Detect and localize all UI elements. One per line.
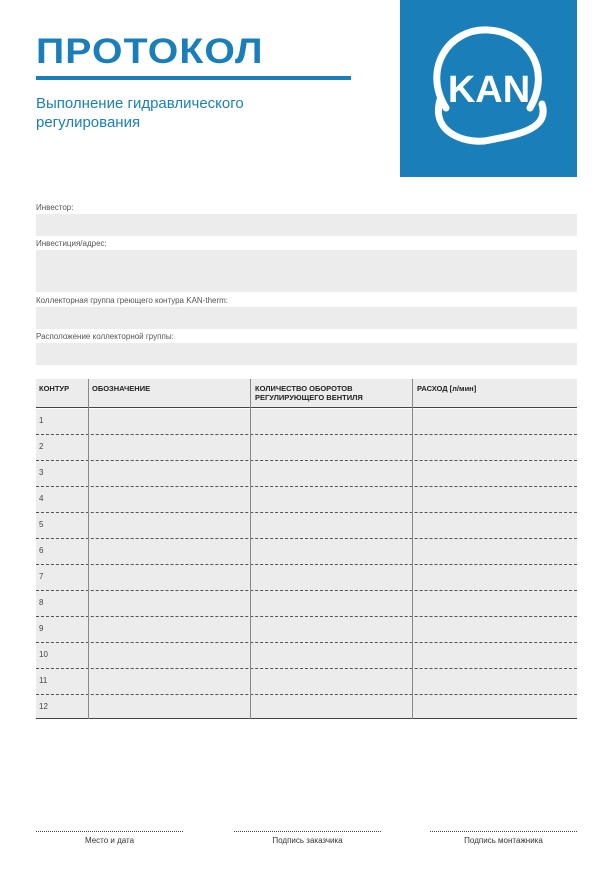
- column-header-designation: ОБОЗНАЧЕНИЕ: [92, 384, 151, 393]
- row-number: 10: [39, 650, 48, 659]
- row-number: 6: [39, 546, 44, 555]
- signature-line-installer[interactable]: [430, 831, 577, 832]
- row-number: 7: [39, 572, 44, 581]
- column-divider: [412, 379, 413, 719]
- table-row[interactable]: [36, 487, 577, 513]
- row-number: 9: [39, 624, 44, 633]
- field-label-collector-group: Коллекторная группа греющего контура KAN-therm:: [36, 296, 229, 305]
- table-row[interactable]: [36, 409, 577, 435]
- table-row[interactable]: [36, 513, 577, 539]
- row-number: 1: [39, 416, 44, 425]
- column-divider: [88, 379, 89, 719]
- table-row[interactable]: [36, 461, 577, 487]
- table-row[interactable]: [36, 565, 577, 591]
- field-label-location: Расположение коллекторной группы:: [36, 332, 174, 341]
- table-row[interactable]: [36, 591, 577, 617]
- signature-line-place-date[interactable]: [36, 831, 183, 832]
- table-row[interactable]: [36, 539, 577, 565]
- table-row[interactable]: [36, 643, 577, 669]
- table-row[interactable]: [36, 617, 577, 643]
- signature-line-customer[interactable]: [234, 831, 381, 832]
- page-title: ПРОТОКОЛ: [36, 32, 264, 71]
- table-row[interactable]: [36, 435, 577, 461]
- title-underline: [36, 76, 351, 80]
- table-header-row: [36, 379, 577, 408]
- column-header-circuit: КОНТУР: [39, 384, 70, 393]
- regulation-table: [36, 379, 577, 719]
- column-header-flow: РАСХОД [л/мин]: [417, 384, 477, 393]
- page-subtitle: Выполнение гидравлического регулирования: [36, 95, 244, 131]
- row-number: 12: [39, 702, 48, 711]
- signature-label-installer: Подпись монтажника: [464, 836, 543, 845]
- signature-label-place-date: Место и дата: [84, 836, 135, 845]
- row-number: 5: [39, 520, 44, 529]
- table-row[interactable]: [36, 695, 577, 719]
- field-label-address: Инвестиция/адрес:: [36, 239, 107, 248]
- row-number: 8: [39, 598, 44, 607]
- field-location-input[interactable]: [36, 343, 577, 365]
- logo-text: KAN: [447, 69, 531, 111]
- row-number: 4: [39, 494, 44, 503]
- table-row[interactable]: [36, 669, 577, 695]
- column-header-valve-turns: КОЛИЧЕСТВО ОБОРОТОВ РЕГУЛИРУЮЩЕГО ВЕНТИЛЯ: [255, 384, 363, 402]
- column-divider: [250, 379, 251, 719]
- field-address-input-1[interactable]: [36, 250, 577, 272]
- kan-logo: [400, 0, 577, 177]
- field-collector-group-input[interactable]: [36, 307, 577, 329]
- kan-logo-icon: [400, 0, 577, 177]
- signature-label-customer: Подпись заказчика: [272, 836, 343, 845]
- field-investor-input[interactable]: [36, 214, 577, 236]
- field-label-investor: Инвестор:: [36, 203, 74, 212]
- row-number: 11: [39, 676, 48, 685]
- row-number: 3: [39, 468, 44, 477]
- row-number: 2: [39, 442, 44, 451]
- field-address-input-2[interactable]: [36, 272, 577, 292]
